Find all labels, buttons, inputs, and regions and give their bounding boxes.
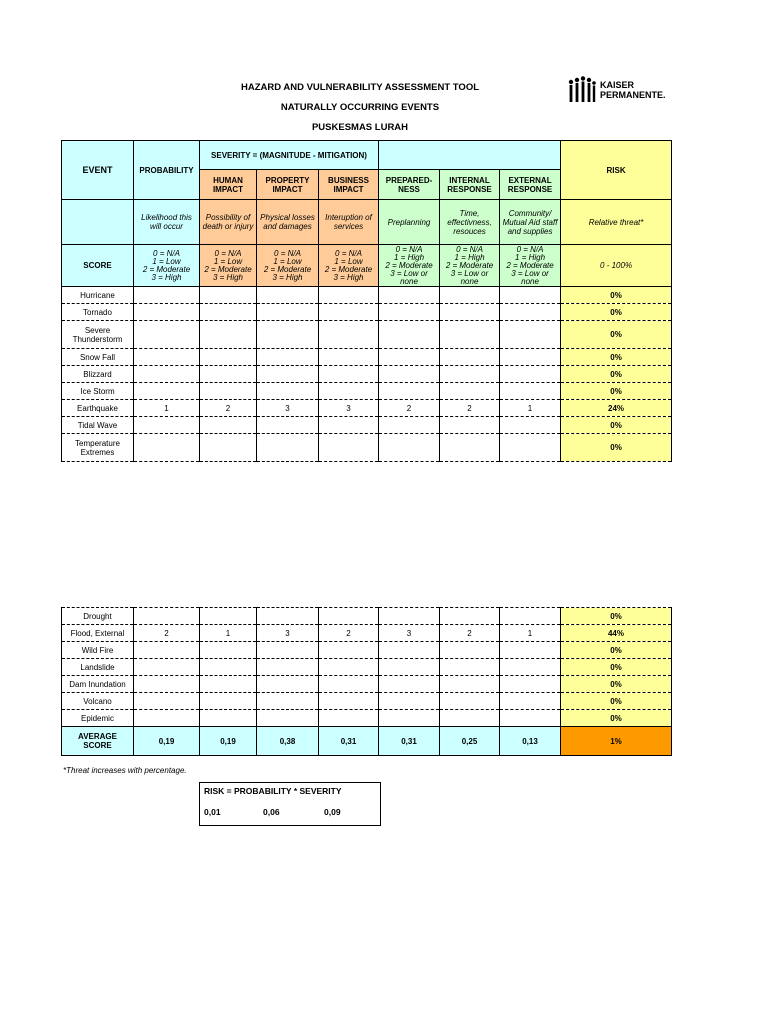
event-score-cell[interactable] [257, 287, 319, 304]
header-external-response: EXTERNAL RESPONSE [500, 170, 561, 200]
event-score-cell[interactable]: 1 [500, 400, 561, 417]
event-score-cell[interactable] [379, 349, 440, 366]
event-score-cell[interactable]: 2 [379, 400, 440, 417]
event-score-cell[interactable] [134, 287, 200, 304]
average-score-value: 0,31 [319, 727, 379, 756]
event-score-cell[interactable]: 3 [257, 625, 319, 642]
event-score-cell[interactable] [134, 608, 200, 625]
score-risk-range: 0 - 100% [561, 245, 672, 287]
score-scale-line: 0 = N/A [214, 248, 242, 258]
score-scale-line: 2 = Moderate [385, 260, 433, 270]
event-score-cell[interactable] [200, 710, 257, 727]
event-score-cell[interactable] [440, 608, 500, 625]
event-score-cell[interactable] [379, 642, 440, 659]
event-name: Earthquake [62, 400, 134, 417]
event-score-cell[interactable] [257, 304, 319, 321]
event-score-cell[interactable] [134, 642, 200, 659]
desc-internal: Time, effectivness, resouces [440, 200, 500, 245]
event-row [62, 287, 672, 304]
score-scale-line: 3 = High [333, 272, 364, 282]
event-score-cell[interactable] [440, 287, 500, 304]
event-score-cell[interactable] [379, 366, 440, 383]
score-scale-line: 0 = N/A [516, 244, 544, 254]
event-risk: 0% [561, 287, 672, 304]
event-score-cell[interactable] [500, 287, 561, 304]
header-event: EVENT [62, 141, 134, 200]
event-score-cell[interactable] [319, 693, 379, 710]
event-score-cell[interactable]: 3 [319, 400, 379, 417]
header-business-impact: BUSINESS IMPACT [319, 170, 379, 200]
score-scale-line: 1 = Low [273, 256, 302, 266]
desc-probability: Likelihood this will occur [134, 200, 200, 245]
score-scale-line: 1 = Low [334, 256, 363, 266]
event-score-cell[interactable] [379, 417, 440, 434]
logo-line-2: PERMANENTE. [600, 90, 666, 100]
event-score-cell[interactable] [379, 304, 440, 321]
event-risk: 0% [561, 366, 672, 383]
score-scale-line: 0 = N/A [274, 248, 301, 258]
event-risk: 0% [561, 434, 672, 462]
event-risk: 0% [561, 659, 672, 676]
event-score-cell[interactable] [500, 659, 561, 676]
event-score-cell[interactable] [500, 608, 561, 625]
event-score-cell[interactable] [134, 383, 200, 400]
event-score-cell[interactable] [440, 693, 500, 710]
event-score-cell[interactable] [257, 710, 319, 727]
score-scale-line: 3 = High [212, 272, 244, 282]
event-score-cell[interactable] [134, 304, 200, 321]
score-scale-line: 2 = Moderate [506, 260, 554, 270]
event-score-cell[interactable] [200, 321, 257, 349]
event-score-cell[interactable] [257, 383, 319, 400]
event-name: Epidemic [62, 710, 134, 727]
score-scale-line: 2 = Moderate [324, 264, 373, 274]
event-score-cell[interactable] [319, 349, 379, 366]
score-scale-line: 0 = N/A [456, 244, 483, 254]
event-score-cell[interactable] [257, 676, 319, 693]
event-row [62, 417, 672, 434]
footnote: *Threat increases with percentage. [63, 766, 187, 775]
score-scale [440, 245, 500, 287]
event-score-cell[interactable] [319, 304, 379, 321]
event-score-cell[interactable] [200, 366, 257, 383]
average-score-value: 0,31 [379, 727, 440, 756]
event-score-cell[interactable] [379, 287, 440, 304]
event-score-cell[interactable] [200, 349, 257, 366]
desc-external: Community/ Mutual Aid staff and supplies [500, 200, 561, 245]
event-score-cell[interactable] [200, 417, 257, 434]
event-score-cell[interactable] [319, 608, 379, 625]
header-probability: PROBABILITY [134, 141, 200, 200]
event-row [62, 366, 672, 383]
risk-formula-value: 0,01 [204, 807, 221, 817]
event-score-cell[interactable]: 2 [440, 400, 500, 417]
event-score-cell[interactable]: 2 [200, 400, 257, 417]
event-score-cell[interactable] [200, 608, 257, 625]
event-name: Wild Fire [62, 642, 134, 659]
event-risk: 0% [561, 383, 672, 400]
event-score-cell[interactable] [379, 608, 440, 625]
event-score-cell[interactable] [500, 710, 561, 727]
event-score-cell[interactable]: 2 [319, 625, 379, 642]
event-score-cell[interactable] [440, 417, 500, 434]
desc-business: Interuption of services [319, 200, 379, 245]
event-score-cell[interactable] [319, 710, 379, 727]
header-blank [379, 141, 561, 170]
event-score-cell[interactable] [319, 287, 379, 304]
score-scale-line: 1 = Low [213, 256, 243, 266]
event-score-cell[interactable] [440, 366, 500, 383]
event-score-cell[interactable] [379, 321, 440, 349]
event-score-cell[interactable] [319, 434, 379, 462]
event-score-cell[interactable] [440, 659, 500, 676]
header-risk: RISK [561, 141, 672, 200]
event-score-cell[interactable] [500, 676, 561, 693]
event-name: Blizzard [62, 366, 134, 383]
event-score-cell[interactable] [200, 676, 257, 693]
score-scale-line: 2 = Moderate [263, 264, 312, 274]
event-row [62, 659, 672, 676]
event-row [62, 676, 672, 693]
header-preparedness: PREPARED-NESS [379, 170, 440, 200]
logo-line-1: KAISER [600, 80, 635, 90]
title-line-3: PUSKESMAS LURAH [311, 122, 409, 133]
average-score-value: 0,19 [134, 727, 200, 756]
risk-formula-value: 0,06 [263, 807, 280, 817]
event-row [62, 710, 672, 727]
event-score-cell[interactable] [500, 642, 561, 659]
header-property-impact: PROPERTY IMPACT [257, 170, 319, 200]
score-scale-line: 1 = High [454, 252, 485, 262]
score-scale-line: 3 = High [151, 272, 182, 282]
event-score-cell[interactable] [379, 383, 440, 400]
score-scale [134, 245, 200, 287]
event-score-cell[interactable] [257, 693, 319, 710]
event-score-cell[interactable] [134, 417, 200, 434]
event-score-cell[interactable]: 2 [134, 625, 200, 642]
score-scale [257, 245, 319, 287]
event-name: Landslide [62, 659, 134, 676]
event-risk: 0% [561, 349, 672, 366]
event-score-cell[interactable] [319, 321, 379, 349]
score-scale-line: 3 = Low or none [390, 268, 428, 286]
desc-event-blank [62, 200, 134, 245]
event-row [62, 625, 672, 642]
event-score-cell[interactable] [379, 434, 440, 462]
event-row [62, 349, 672, 366]
event-score-cell[interactable] [200, 434, 257, 462]
score-scale-line: 1 = Low [152, 256, 181, 266]
event-score-cell[interactable] [134, 693, 200, 710]
event-risk: 0% [561, 693, 672, 710]
event-name: Severe Thunderstorm [62, 321, 134, 349]
event-score-cell[interactable] [257, 434, 319, 462]
risk-formula-box [199, 782, 381, 826]
score-scale-line: 2 = Moderate [142, 264, 191, 274]
desc-risk: Relative threat* [561, 200, 672, 245]
event-name: Flood, External [62, 625, 134, 642]
kaiser-people-icon [566, 76, 596, 104]
event-score-cell[interactable] [319, 366, 379, 383]
event-name: Volcano [62, 693, 134, 710]
event-risk: 44% [561, 625, 672, 642]
event-risk: 24% [561, 400, 672, 417]
event-row [62, 608, 672, 625]
event-score-cell[interactable] [134, 349, 200, 366]
event-score-cell[interactable]: 1 [500, 625, 561, 642]
event-score-cell[interactable] [319, 676, 379, 693]
event-score-cell[interactable] [257, 321, 319, 349]
event-score-cell[interactable]: 1 [200, 625, 257, 642]
score-scale-line: 0 = N/A [335, 248, 362, 258]
title-line-2: NATURALLY OCCURRING EVENTS [280, 102, 440, 113]
score-scale-line: 0 = N/A [395, 244, 423, 254]
event-score-cell[interactable]: 3 [379, 625, 440, 642]
event-risk: 0% [561, 676, 672, 693]
event-score-cell[interactable] [440, 304, 500, 321]
event-score-cell[interactable] [200, 659, 257, 676]
event-score-cell[interactable] [440, 642, 500, 659]
desc-preparedness: Preplanning [379, 200, 440, 245]
event-score-cell[interactable] [379, 693, 440, 710]
event-score-cell[interactable] [500, 349, 561, 366]
event-score-cell[interactable] [257, 642, 319, 659]
event-name: Ice Storm [62, 383, 134, 400]
average-score-value: 0,13 [500, 727, 561, 756]
score-scale-line: 3 = Low or none [450, 268, 489, 286]
event-score-cell[interactable] [379, 659, 440, 676]
event-score-cell[interactable]: 1 [134, 400, 200, 417]
header-human-impact: HUMAN IMPACT [200, 170, 257, 200]
title-line-1: HAZARD AND VULNERABILITY ASSESSMENT TOOL [240, 82, 480, 93]
score-scale-line: 3 = Low or none [511, 268, 549, 286]
event-score-cell[interactable] [257, 349, 319, 366]
event-name: Dam Inundation [62, 676, 134, 693]
event-name: Hurricane [62, 287, 134, 304]
score-scale [379, 245, 440, 287]
kaiser-logo [566, 76, 666, 104]
event-score-cell[interactable] [379, 676, 440, 693]
event-score-cell[interactable] [500, 434, 561, 462]
hva-table-top [61, 140, 672, 462]
event-name: Drought [62, 608, 134, 625]
event-risk: 0% [561, 642, 672, 659]
event-score-cell[interactable] [134, 659, 200, 676]
score-scale-line: 3 = High [272, 272, 303, 282]
event-score-cell[interactable] [440, 710, 500, 727]
event-score-cell[interactable] [500, 366, 561, 383]
event-name: Snow Fall [62, 349, 134, 366]
risk-formula-title: RISK = PROBABILITY * SEVERITY [204, 786, 342, 796]
event-score-cell[interactable] [134, 710, 200, 727]
average-score-value: 0,19 [200, 727, 257, 756]
event-score-cell[interactable] [440, 349, 500, 366]
score-scale-line: 1 = High [394, 252, 425, 262]
event-score-cell[interactable] [257, 417, 319, 434]
event-score-cell[interactable] [379, 710, 440, 727]
event-score-cell[interactable] [200, 304, 257, 321]
event-score-cell[interactable] [134, 676, 200, 693]
event-risk: 0% [561, 417, 672, 434]
header-severity: SEVERITY = (MAGNITUDE - MITIGATION) [200, 141, 379, 170]
score-scale [500, 245, 561, 287]
event-row [62, 321, 672, 349]
event-risk: 0% [561, 304, 672, 321]
average-score-value: 0,25 [440, 727, 500, 756]
event-score-cell[interactable] [200, 383, 257, 400]
event-name: Tidal Wave [62, 417, 134, 434]
hva-table-bottom [61, 607, 672, 756]
event-score-cell[interactable] [134, 366, 200, 383]
event-score-cell[interactable] [440, 434, 500, 462]
event-score-cell[interactable] [500, 417, 561, 434]
desc-property: Physical losses and damages [257, 200, 319, 245]
event-score-cell[interactable] [500, 321, 561, 349]
event-score-cell[interactable] [319, 383, 379, 400]
event-risk: 0% [561, 710, 672, 727]
event-risk: 0% [561, 321, 672, 349]
event-score-cell[interactable] [200, 287, 257, 304]
event-score-cell[interactable] [200, 642, 257, 659]
desc-human: Possibility of death or injury [200, 200, 257, 245]
event-score-cell[interactable] [319, 642, 379, 659]
event-row [62, 693, 672, 710]
score-scale-line: 2 = Moderate [445, 260, 494, 270]
event-score-cell[interactable] [319, 417, 379, 434]
average-score-value: 0,38 [257, 727, 319, 756]
score-scale-line: 0 = N/A [153, 248, 180, 258]
event-score-cell[interactable] [134, 434, 200, 462]
score-scale-line: 2 = Moderate [204, 264, 252, 274]
header-internal-response: INTERNAL RESPONSE [440, 170, 500, 200]
event-score-cell[interactable] [257, 659, 319, 676]
event-name: Tornado [62, 304, 134, 321]
event-score-cell[interactable] [500, 693, 561, 710]
score-scale-line: 1 = High [515, 252, 546, 262]
event-row [62, 304, 672, 321]
event-row [62, 383, 672, 400]
event-score-cell[interactable] [500, 383, 561, 400]
event-row [62, 642, 672, 659]
event-score-cell[interactable] [200, 693, 257, 710]
event-score-cell[interactable] [440, 321, 500, 349]
event-score-cell[interactable] [440, 383, 500, 400]
score-scale [200, 245, 257, 287]
event-score-cell[interactable]: 2 [440, 625, 500, 642]
average-score-label: AVERAGE SCORE [62, 727, 134, 756]
risk-formula-value: 0,09 [324, 807, 341, 817]
event-score-cell[interactable] [440, 676, 500, 693]
event-row [62, 434, 672, 462]
event-score-cell[interactable] [134, 321, 200, 349]
event-score-cell[interactable] [500, 304, 561, 321]
event-score-cell[interactable] [319, 659, 379, 676]
event-risk: 0% [561, 608, 672, 625]
score-scale [319, 245, 379, 287]
event-score-cell[interactable] [257, 366, 319, 383]
event-row [62, 400, 672, 417]
event-score-cell[interactable] [257, 608, 319, 625]
event-score-cell[interactable]: 3 [257, 400, 319, 417]
event-name: Temperature Extremes [62, 434, 134, 462]
average-risk: 1% [561, 727, 672, 756]
score-label: SCORE [62, 245, 134, 287]
